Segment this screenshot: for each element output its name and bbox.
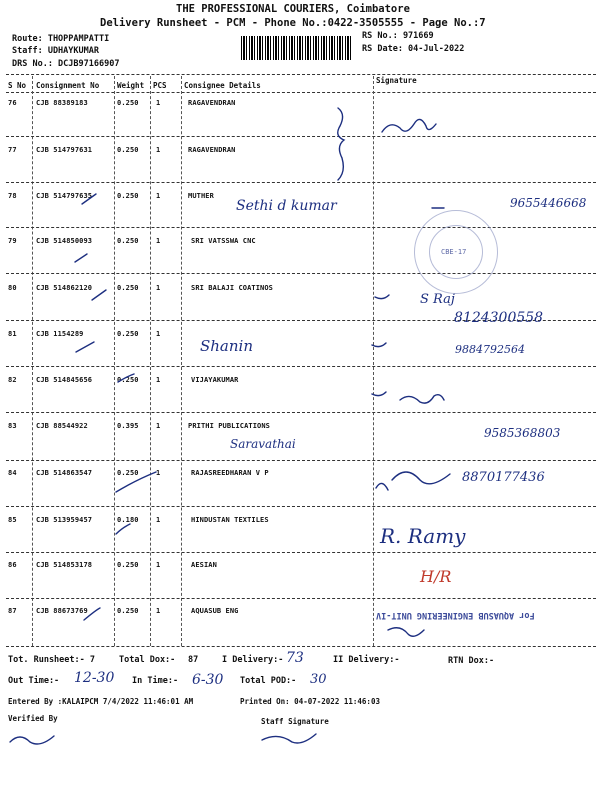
out-time-value: 12-30 (74, 670, 115, 686)
rtn-dox-label: RTN Dox:- (448, 656, 495, 666)
row-weight: 0.250 (117, 330, 139, 338)
row-pcs: 1 (156, 284, 161, 292)
row-consignment: CJB 1154289 (36, 330, 84, 338)
col-header-consignee: Consignee Details (184, 81, 261, 90)
row-pcs: 1 (156, 330, 161, 338)
row-pcs: 1 (156, 516, 161, 524)
rs-number: RS No.: 971669 (362, 31, 434, 41)
runsheet-title: Delivery Runsheet - PCM - Phone No.:0422-3505555 - Page No.:7 (100, 17, 486, 29)
row-weight: 0.250 (117, 99, 139, 107)
row-pcs: 1 (156, 376, 161, 384)
row-consignee: MUTHER (188, 192, 214, 200)
row-consignee: RAJASREEDHARAN V P (191, 469, 269, 477)
row-consignee: SRI BALAJI COATINOS (191, 284, 273, 292)
col-header-pcs: PCS (153, 81, 167, 90)
handwritten-phone-78: 9655446668 (510, 196, 587, 210)
handwritten-phone-81: 9884792564 (455, 343, 525, 356)
row-consignee: HINDUSTAN TEXTILES (191, 516, 269, 524)
row-sno: 76 (8, 99, 17, 107)
i-delivery-label: I Delivery:- (222, 655, 284, 665)
row-pcs: 1 (156, 146, 161, 154)
verified-by-label: Verified By (8, 714, 58, 723)
row-sno: 79 (8, 237, 17, 245)
signature-stroke-82 (372, 392, 444, 403)
signature-stroke-84 (376, 472, 450, 490)
row-consignment: CJB 88389183 (36, 99, 88, 107)
handwritten-phone-80: 8124300558 (454, 310, 544, 326)
row-consignment: CJB 514853178 (36, 561, 93, 569)
handwritten-phone-83: 9585368803 (484, 426, 561, 440)
row-weight: 0.250 (117, 237, 139, 245)
row-sno: 82 (8, 376, 17, 384)
handwritten-receiver-83: Saravathai (230, 437, 296, 451)
check-mark (82, 194, 96, 204)
check-mark (118, 374, 134, 382)
row-consignee: RAGAVENDRAN (188, 146, 236, 154)
brace-mark (338, 108, 344, 180)
row-consignment: CJB 514850093 (36, 237, 93, 245)
row-consignee: AQUASUB ENG (191, 607, 239, 615)
row-sno: 81 (8, 330, 17, 338)
row-pcs: 1 (156, 99, 161, 107)
entered-by: Entered By :KALAIPCM 7/4/2022 11:46:01 AM (8, 697, 194, 706)
staff-signature-mark (262, 734, 316, 743)
rs-date: RS Date: 04-Jul-2022 (362, 44, 465, 54)
row-consignee: PRITHI PUBLICATIONS (188, 422, 270, 430)
row-consignment: CJB 514845656 (36, 376, 93, 384)
row-pcs: 1 (156, 422, 161, 430)
staff-label: Staff: UDHAYKUMAR (12, 46, 99, 56)
signature-stroke-76 (382, 119, 436, 132)
row-weight: 0.395 (117, 422, 139, 430)
check-mark (116, 524, 130, 534)
row-sno: 85 (8, 516, 17, 524)
row-consignment: CJB 514862120 (36, 284, 93, 292)
row-weight: 0.250 (117, 284, 139, 292)
row-pcs: 1 (156, 607, 161, 615)
row-pcs: 1 (156, 192, 161, 200)
out-time-label: Out Time:- (8, 676, 60, 686)
ii-delivery-label: II Delivery:- (333, 655, 400, 665)
row-consignment: CJB 88544922 (36, 422, 88, 430)
arrow-mark (375, 295, 389, 299)
row-sno: 87 (8, 607, 17, 615)
row-consignment: CJB 513959457 (36, 516, 93, 524)
check-mark (92, 290, 106, 300)
printed-on: Printed On: 04-07-2022 11:46:03 (240, 697, 380, 706)
row-consignment: CJB 514863547 (36, 469, 93, 477)
row-sno: 84 (8, 469, 17, 477)
arrow-mark (372, 343, 386, 347)
handwritten-receiver-81: Shanin (200, 337, 253, 355)
route-label: Route: THOPPAMPATTI (12, 34, 110, 44)
col-header-weight: Weight (117, 81, 145, 90)
row-weight: 0.250 (117, 607, 139, 615)
staff-signature-label: Staff Signature (261, 717, 329, 726)
col-header-consignment: Consignment No (36, 81, 100, 90)
row-pcs: 1 (156, 561, 161, 569)
row-weight: 0.250 (117, 469, 139, 477)
row-sno: 78 (8, 192, 17, 200)
row-consignee: VIJAYAKUMAR (191, 376, 239, 384)
tot-runsheet: Tot. Runsheet:- 7 (8, 655, 95, 665)
total-pod-label: Total POD:- (240, 676, 297, 686)
col-header-sno: S No (8, 81, 27, 90)
drs-number: DRS No.: DCJB97166907 (12, 59, 120, 69)
row-sno: 83 (8, 422, 17, 430)
row-weight: 0.250 (117, 192, 139, 200)
check-mark (75, 254, 87, 262)
signature-stroke-87 (388, 628, 424, 637)
in-time-value: 6-30 (192, 672, 224, 688)
handwritten-receiver-85: R. Ramy (380, 524, 466, 548)
row-consignment: CJB 514797631 (36, 146, 93, 154)
handwritten-mark-86: H/R (420, 567, 452, 586)
row-consignee: RAGAVENDRAN (188, 99, 236, 107)
aquasub-stamp: For AQUASUB ENGINEERING UNIT-IV (376, 610, 535, 620)
handwritten-receiver-78: Sethi d kumar (236, 198, 337, 214)
handwritten-receiver-80: S Raj (420, 292, 455, 307)
row-weight: 0.250 (117, 376, 139, 384)
total-pod-value: 30 (310, 672, 327, 687)
check-mark (84, 608, 100, 620)
row-consignment: CJB 88673769 (36, 607, 88, 615)
stamp-code: CBE-17 (441, 248, 467, 256)
total-dox-value: 87 (188, 655, 199, 665)
row-consignee: AESIAN (191, 561, 217, 569)
handwritten-phone-84: 8870177436 (462, 470, 545, 485)
company-title: THE PROFESSIONAL COURIERS, Coimbatore (176, 3, 410, 15)
row-pcs: 1 (156, 469, 161, 477)
row-weight: 0.250 (117, 561, 139, 569)
total-dox-label: Total Dox:- (119, 655, 176, 665)
in-time-label: In Time:- (132, 676, 179, 686)
row-weight: 0.250 (117, 146, 139, 154)
row-consignee: SRI VATSSWA CNC (191, 237, 256, 245)
col-header-signature: Signature (376, 76, 417, 85)
row-pcs: 1 (156, 237, 161, 245)
row-consignment: CJB 514797635 (36, 192, 93, 200)
row-sno: 86 (8, 561, 17, 569)
check-mark (116, 472, 156, 492)
row-sno: 77 (8, 146, 17, 154)
i-delivery-value: 73 (286, 650, 304, 666)
verified-signature (10, 736, 54, 744)
row-sno: 80 (8, 284, 17, 292)
row-weight: 0.180 (117, 516, 139, 524)
check-mark (76, 342, 94, 352)
